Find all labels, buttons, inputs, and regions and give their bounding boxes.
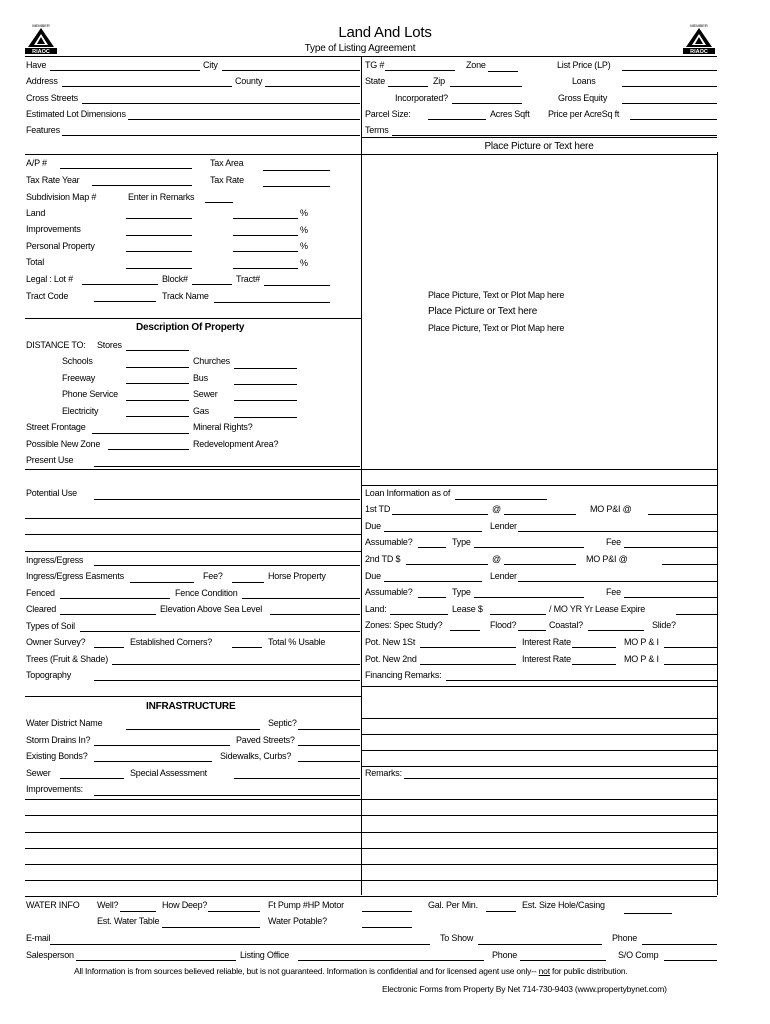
improvements2-label: Improvements: bbox=[26, 784, 83, 794]
salesperson-field[interactable] bbox=[76, 960, 236, 961]
first-td-mopi-label: MO P&I @ bbox=[590, 504, 632, 514]
phone-label-1: Phone bbox=[612, 933, 638, 943]
features-field[interactable] bbox=[62, 135, 360, 136]
fee-label-right: Fee bbox=[606, 537, 621, 547]
plot-map-text-1: Place Picture, Text or Plot Map here bbox=[428, 290, 565, 300]
stores-field[interactable] bbox=[126, 350, 189, 351]
fee2-field[interactable] bbox=[624, 597, 717, 598]
est-size-label: Est. Size Hole/Casing bbox=[522, 900, 605, 910]
disclaimer-part-b: for public distribution. bbox=[549, 966, 628, 976]
subdivision-label: Subdivision Map # bbox=[26, 192, 97, 202]
lender2-field[interactable] bbox=[518, 581, 717, 582]
due2-field[interactable] bbox=[384, 581, 482, 582]
personal-property-value-field[interactable] bbox=[126, 251, 192, 252]
gross-equity-label: Gross Equity bbox=[558, 93, 608, 103]
have-label: Have bbox=[26, 60, 47, 70]
lease-expire-field[interactable] bbox=[676, 614, 717, 615]
state-label: State bbox=[365, 76, 386, 86]
personal-property-label: Personal Property bbox=[26, 241, 95, 251]
septic-label: Septic? bbox=[268, 718, 297, 728]
zip-label: Zip bbox=[433, 76, 445, 86]
sewer-field[interactable] bbox=[234, 400, 297, 401]
mineral-rights-label: Mineral Rights? bbox=[193, 422, 253, 432]
logo-bottom-text: RIAOC bbox=[32, 49, 50, 54]
ingress-label: Ingress/Egress bbox=[26, 555, 84, 565]
topography-label: Topography bbox=[26, 670, 72, 680]
tax-rate-year-field[interactable] bbox=[92, 185, 192, 186]
remarks-field[interactable] bbox=[404, 778, 717, 779]
horse-property-label: Horse Property bbox=[268, 571, 326, 581]
mo-pi-1-field[interactable] bbox=[664, 647, 717, 648]
ft-pump-field[interactable] bbox=[362, 911, 412, 912]
improvements-value-field[interactable] bbox=[126, 235, 192, 236]
assumable-field[interactable] bbox=[418, 547, 446, 548]
cleared-field[interactable] bbox=[60, 614, 156, 615]
total-pct-field[interactable] bbox=[233, 268, 298, 269]
parcel-size-label: Parcel Size: bbox=[365, 109, 411, 119]
pot-new-2nd-field[interactable] bbox=[420, 664, 516, 665]
land-value-field[interactable] bbox=[126, 218, 192, 219]
tax-rate-label: Tax Rate bbox=[210, 175, 244, 185]
freeway-field[interactable] bbox=[126, 383, 189, 384]
improvements-pct-sign: % bbox=[300, 225, 308, 235]
possible-new-zone-label: Possible New Zone bbox=[26, 439, 101, 449]
septic-field[interactable] bbox=[298, 729, 360, 730]
pot-new-1st-field[interactable] bbox=[420, 647, 516, 648]
water-district-label: Water District Name bbox=[26, 718, 103, 728]
zones-label: Zones: Spec Study? bbox=[365, 620, 443, 630]
tax-area-field[interactable] bbox=[263, 170, 330, 171]
est-lot-field[interactable] bbox=[128, 119, 360, 120]
freeway-label: Freeway bbox=[62, 373, 96, 383]
second-td-field[interactable] bbox=[406, 564, 488, 565]
spec-study-field[interactable] bbox=[450, 630, 480, 631]
incorporated-field[interactable] bbox=[452, 103, 522, 104]
tract-code-field[interactable] bbox=[94, 301, 156, 302]
tract-label: Tract# bbox=[236, 274, 260, 284]
bus-label: Bus bbox=[193, 373, 208, 383]
interest-rate-1-label: Interest Rate bbox=[522, 637, 571, 647]
street-frontage-label: Street Frontage bbox=[26, 422, 86, 432]
type2-field[interactable] bbox=[474, 597, 584, 598]
phone-field-2[interactable] bbox=[520, 960, 606, 961]
salesperson-label: Salesperson bbox=[26, 950, 74, 960]
personal-property-pct-field[interactable] bbox=[233, 251, 298, 252]
schools-label: Schools bbox=[62, 356, 93, 366]
special-assessment-field[interactable] bbox=[234, 778, 360, 779]
to-show-field[interactable] bbox=[478, 944, 602, 945]
gas-field[interactable] bbox=[234, 417, 297, 418]
types-soil-field[interactable] bbox=[80, 631, 360, 632]
picture-text-placeholder: Place Picture or Text here bbox=[428, 306, 538, 317]
list-price-label: List Price (LP) bbox=[557, 60, 611, 70]
improvements2-field[interactable] bbox=[94, 795, 360, 796]
assumable-label: Assumable? bbox=[365, 537, 413, 547]
total-pct-sign: % bbox=[300, 258, 308, 268]
features-label: Features bbox=[26, 125, 60, 135]
email-field[interactable] bbox=[50, 944, 430, 945]
incorporated-label: Incorporated? bbox=[395, 93, 448, 103]
street-frontage-field[interactable] bbox=[92, 433, 189, 434]
infrastructure-heading: INFRASTRUCTURE bbox=[146, 701, 236, 712]
phone-service-field[interactable] bbox=[126, 400, 189, 401]
have-field[interactable] bbox=[50, 70, 200, 71]
tax-rate-field[interactable] bbox=[263, 186, 330, 187]
so-comp-field[interactable] bbox=[664, 960, 717, 961]
listing-office-label: Listing Office bbox=[240, 950, 290, 960]
due-label: Due bbox=[365, 521, 381, 531]
total-usable-label: Total % Usable bbox=[268, 637, 326, 647]
second-td-mopi-label: MO P&I @ bbox=[586, 554, 628, 564]
first-td-field[interactable] bbox=[392, 514, 488, 515]
first-td-at: @ bbox=[492, 504, 501, 514]
ingress-easements-label: Ingress/Egress Easments bbox=[26, 571, 124, 581]
elevation-label: Elevation Above Sea Level bbox=[160, 604, 263, 614]
loan-info-date-field[interactable] bbox=[455, 499, 547, 500]
slide-label: Slide? bbox=[652, 620, 676, 630]
place-picture-text: Place Picture or Text here bbox=[484, 141, 594, 152]
lease-label: Lease $ bbox=[452, 604, 483, 614]
terms-label: Terms bbox=[365, 125, 389, 135]
mo-pi-2-label: MO P & I bbox=[624, 654, 659, 664]
remarks-label: Remarks: bbox=[365, 768, 402, 778]
sewer-label: Sewer bbox=[193, 389, 218, 399]
improvements-label: Improvements bbox=[26, 224, 81, 234]
land-label: Land bbox=[26, 208, 46, 218]
land-pct-sign: % bbox=[300, 208, 308, 218]
tax-area-label: Tax Area bbox=[210, 158, 244, 168]
disclaimer-part-a: All Information is from sources believed reliable, but is not guaranteed. Information is confidential and for licensed agent use only-- bbox=[74, 966, 539, 976]
paved-streets-label: Paved Streets? bbox=[236, 735, 295, 745]
lender-field[interactable] bbox=[518, 531, 717, 532]
fee-label: Fee? bbox=[203, 571, 223, 581]
legal-lot-label: Legal : Lot # bbox=[26, 274, 73, 284]
fee-field-right[interactable] bbox=[624, 547, 717, 548]
electricity-label: Electricity bbox=[62, 406, 99, 416]
loan-info-label: Loan Information as of bbox=[365, 488, 451, 498]
tract-code-label: Tract Code bbox=[26, 291, 69, 301]
tg-label: TG # bbox=[365, 60, 385, 70]
list-price-field[interactable] bbox=[622, 70, 717, 71]
water-info-label: WATER INFO bbox=[26, 900, 80, 910]
ingress-easements-field[interactable] bbox=[130, 582, 194, 583]
cross-streets-field[interactable] bbox=[82, 103, 360, 104]
flood-label: Flood? bbox=[490, 620, 517, 630]
land-right-label: Land: bbox=[365, 604, 387, 614]
legal-lot-field[interactable] bbox=[82, 284, 158, 285]
address-label: Address bbox=[26, 76, 58, 86]
form-title: Land And Lots bbox=[338, 24, 432, 41]
price-per-field[interactable] bbox=[630, 119, 717, 120]
est-lot-label: Estimated Lot Dimensions bbox=[26, 109, 126, 119]
second-td-rate-field[interactable] bbox=[504, 564, 576, 565]
interest-rate-2-label: Interest Rate bbox=[522, 654, 571, 664]
so-comp-label: S/O Comp bbox=[618, 950, 659, 960]
est-water-table-field[interactable] bbox=[162, 927, 260, 928]
terms-field[interactable] bbox=[392, 135, 717, 136]
county-field[interactable] bbox=[265, 86, 360, 87]
city-field[interactable] bbox=[222, 70, 360, 71]
track-name-label: Track Name bbox=[162, 291, 209, 301]
ingress-field[interactable] bbox=[94, 565, 360, 566]
ft-pump-label: Ft Pump #HP Motor bbox=[268, 900, 344, 910]
lender-label: Lender bbox=[490, 521, 517, 531]
lease-field[interactable] bbox=[490, 614, 546, 615]
established-corners-label: Established Corners? bbox=[130, 637, 213, 647]
churches-label: Churches bbox=[193, 356, 230, 366]
type-label: Type bbox=[452, 537, 471, 547]
assumable2-label: Assumable? bbox=[365, 587, 413, 597]
type2-label: Type bbox=[452, 587, 471, 597]
how-deep-label: How Deep? bbox=[162, 900, 208, 910]
disclaimer-not: not bbox=[538, 966, 550, 976]
churches-field[interactable] bbox=[234, 368, 297, 369]
phone-service-label: Phone Service bbox=[62, 389, 118, 399]
types-soil-label: Types of Soil bbox=[26, 621, 75, 631]
zone-field[interactable] bbox=[488, 71, 518, 72]
land-pct-field[interactable] bbox=[233, 218, 298, 219]
established-corners-field[interactable] bbox=[232, 647, 262, 648]
coastal-label: Coastal? bbox=[549, 620, 583, 630]
fenced-field[interactable] bbox=[60, 598, 170, 599]
zone-label: Zone bbox=[466, 60, 486, 70]
lender2-label: Lender bbox=[490, 571, 517, 581]
potential-use-label: Potential Use bbox=[26, 488, 77, 498]
mo-yr-label: / MO YR Yr Lease Expire bbox=[549, 604, 646, 614]
improvements-pct-field[interactable] bbox=[233, 235, 298, 236]
storm-drains-label: Storm Drains In? bbox=[26, 735, 91, 745]
possible-new-zone-field[interactable] bbox=[108, 449, 189, 450]
email-label: E-mail bbox=[26, 933, 51, 943]
tax-rate-year-label: Tax Rate Year bbox=[26, 175, 80, 185]
topography-field[interactable] bbox=[94, 680, 360, 681]
pot-new-1st-label: Pot. New 1St bbox=[365, 637, 416, 647]
disclaimer bbox=[74, 966, 628, 977]
acres-sqft-label: Acres Sqft bbox=[490, 109, 530, 119]
listing-office-field[interactable] bbox=[298, 960, 484, 961]
cleared-label: Cleared bbox=[26, 604, 57, 614]
credit-line: Electronic Forms from Property By Net 714-730-9403 (www.propertybynet.com) bbox=[382, 984, 667, 994]
sidewalks-label: Sidewalks, Curbs? bbox=[220, 751, 292, 761]
land-right-field[interactable] bbox=[390, 614, 448, 615]
financing-remarks-label: Financing Remarks: bbox=[365, 670, 442, 680]
form-subtitle: Type of Listing Agreement bbox=[304, 43, 416, 54]
existing-bonds-label: Existing Bonds? bbox=[26, 751, 88, 761]
block-field[interactable] bbox=[192, 284, 232, 285]
assumable2-field[interactable] bbox=[418, 597, 446, 598]
first-td-rate-field[interactable] bbox=[504, 514, 576, 515]
total-value-field[interactable] bbox=[126, 268, 192, 269]
owner-survey-field[interactable] bbox=[94, 647, 124, 648]
fee2-label: Fee bbox=[606, 587, 621, 597]
second-td-at: @ bbox=[492, 554, 501, 564]
personal-property-pct-sign: % bbox=[300, 241, 308, 251]
first-td-label: 1st TD bbox=[365, 504, 391, 514]
parcel-size-field[interactable] bbox=[428, 119, 486, 120]
tg-field[interactable] bbox=[385, 70, 455, 71]
stores-label: Stores bbox=[97, 340, 122, 350]
sewer2-field[interactable] bbox=[60, 778, 124, 779]
trees-label: Trees (Fruit & Shade) bbox=[26, 654, 108, 664]
water-potable-field[interactable] bbox=[362, 927, 412, 928]
fenced-label: Fenced bbox=[26, 588, 55, 598]
mo-pi-1-label: MO P & I bbox=[624, 637, 659, 647]
track-name-field[interactable] bbox=[214, 302, 330, 303]
right-frame-edge bbox=[717, 152, 718, 895]
due2-label: Due bbox=[365, 571, 381, 581]
redevelopment-label: Redevelopment Area? bbox=[193, 439, 279, 449]
elevation-field[interactable] bbox=[270, 614, 360, 615]
sidewalks-field[interactable] bbox=[298, 761, 360, 762]
existing-bonds-field[interactable] bbox=[94, 761, 212, 762]
gal-per-min-field[interactable] bbox=[486, 911, 516, 912]
owner-survey-label: Owner Survey? bbox=[26, 637, 86, 647]
address-field[interactable] bbox=[62, 86, 232, 87]
price-per-label: Price per AcreSq ft bbox=[548, 109, 620, 119]
logo-top-text: MEMBER bbox=[32, 23, 50, 28]
loans-field[interactable] bbox=[622, 86, 717, 87]
enter-remarks-text: Enter in Remarks bbox=[128, 192, 195, 202]
present-use-label: Present Use bbox=[26, 455, 74, 465]
fee-field[interactable] bbox=[232, 582, 264, 583]
special-assessment-label: Special Assessment bbox=[130, 768, 207, 778]
bus-field[interactable] bbox=[234, 384, 297, 385]
total-label: Total bbox=[26, 257, 45, 267]
plot-map-text-2: Place Picture, Text or Plot Map here bbox=[428, 323, 565, 333]
ap-field[interactable] bbox=[60, 168, 192, 169]
phone-label-2: Phone bbox=[492, 950, 518, 960]
sewer2-label: Sewer bbox=[26, 768, 51, 778]
fence-condition-field[interactable] bbox=[242, 598, 360, 599]
well-label: Well? bbox=[97, 900, 119, 910]
interest-rate-1-field[interactable] bbox=[572, 647, 616, 648]
due-field[interactable] bbox=[384, 531, 482, 532]
loans-label: Loans bbox=[572, 76, 596, 86]
cross-streets-label: Cross Streets bbox=[26, 93, 78, 103]
gross-equity-field[interactable] bbox=[622, 103, 717, 104]
tract-field[interactable] bbox=[264, 285, 330, 286]
well-field[interactable] bbox=[120, 911, 156, 912]
pot-new-2nd-label: Pot. New 2nd bbox=[365, 654, 417, 664]
mo-pi-2-field[interactable] bbox=[664, 664, 717, 665]
electricity-field[interactable] bbox=[126, 416, 189, 417]
second-td-label: 2nd TD $ bbox=[365, 554, 401, 564]
first-td-mopi-field[interactable] bbox=[648, 514, 717, 515]
phone-field-1[interactable] bbox=[642, 944, 717, 945]
description-heading: Description Of Property bbox=[136, 322, 245, 333]
county-label: County bbox=[235, 76, 263, 86]
logo-bottom-text-right: RIAOC bbox=[690, 49, 708, 54]
second-td-mopi-field[interactable] bbox=[662, 564, 717, 565]
storm-drains-field[interactable] bbox=[94, 745, 230, 746]
to-show-label: To Show bbox=[440, 933, 474, 943]
interest-rate-2-field[interactable] bbox=[572, 664, 616, 665]
city-label: City bbox=[203, 60, 218, 70]
est-size-field[interactable] bbox=[624, 913, 672, 914]
potential-use-field[interactable] bbox=[94, 499, 360, 500]
block-label: Block# bbox=[162, 274, 188, 284]
zip-field[interactable] bbox=[450, 86, 522, 87]
state-field[interactable] bbox=[388, 86, 428, 87]
ap-label: A/P # bbox=[26, 158, 47, 168]
how-deep-field[interactable] bbox=[208, 911, 260, 912]
column-divider bbox=[361, 56, 362, 895]
trees-field[interactable] bbox=[112, 664, 360, 665]
gal-per-min-label: Gal. Per Min. bbox=[428, 900, 478, 910]
flood-field[interactable] bbox=[518, 630, 546, 631]
water-district-field[interactable] bbox=[126, 729, 260, 730]
fence-condition-label: Fence Condition bbox=[175, 588, 238, 598]
present-use-field[interactable] bbox=[94, 466, 360, 467]
frame-top-rule bbox=[25, 56, 717, 57]
paved-streets-field[interactable] bbox=[298, 745, 360, 746]
type-field[interactable] bbox=[474, 547, 584, 548]
distance-to-label: DISTANCE TO: bbox=[26, 340, 86, 350]
schools-field[interactable] bbox=[126, 367, 189, 368]
subdivision-field[interactable] bbox=[205, 202, 233, 203]
est-water-table-label: Est. Water Table bbox=[97, 916, 160, 926]
financing-remarks-field[interactable] bbox=[446, 680, 717, 681]
water-potable-label: Water Potable? bbox=[268, 916, 327, 926]
coastal-field[interactable] bbox=[588, 630, 644, 631]
gas-label: Gas bbox=[193, 406, 209, 416]
logo-top-text-right: MEMBER bbox=[690, 23, 708, 28]
